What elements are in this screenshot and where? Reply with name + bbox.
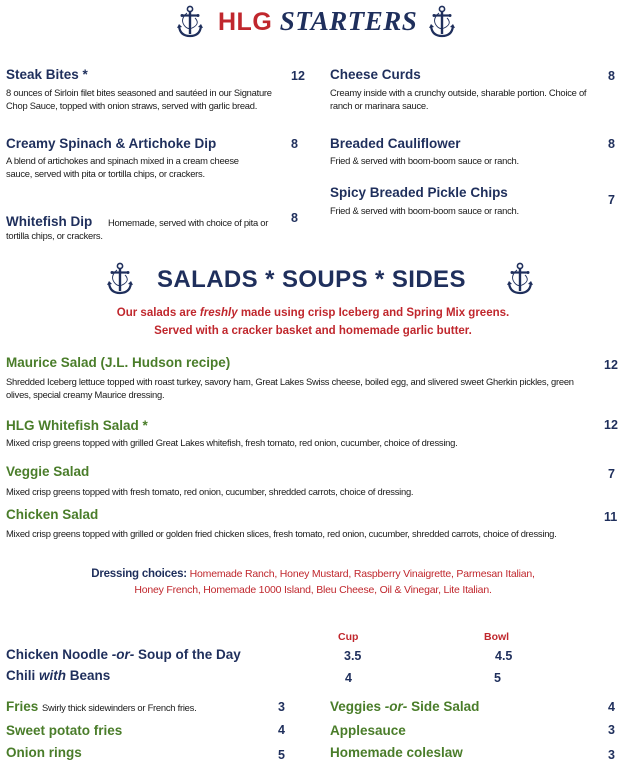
- price-chicken-salad: 11: [604, 510, 618, 524]
- price-maurice-salad: 12: [604, 358, 618, 372]
- soup-1-name-b: Soup of the Day: [138, 647, 241, 662]
- desc-whitefish-dip: Homemade, served with choice of pita or tortilla chips, or crackers.: [6, 217, 269, 242]
- whitefish-dip-name: Whitefish Dip: [6, 214, 93, 229]
- side-onion-rings: Onion rings: [6, 745, 82, 760]
- price-applesauce: 3: [608, 723, 615, 737]
- dressing-line1: [0, 567, 626, 582]
- price-onion-rings: 5: [278, 748, 285, 762]
- salads-intro-line1: [0, 307, 626, 319]
- item-whitefish-salad: HLG Whitefish Salad *: [6, 418, 148, 433]
- item-breaded-cauliflower: Breaded Cauliflower: [330, 136, 461, 151]
- soup-1-or: -or-: [111, 647, 135, 662]
- soup-1-cup-price: 3.5: [344, 649, 362, 663]
- item-spinach-dip: Creamy Spinach & Artichoke Dip: [6, 136, 217, 151]
- price-veggie-salad: 7: [608, 467, 615, 481]
- item-chicken-salad: Chicken Salad: [6, 507, 99, 522]
- soup-2-with: with: [39, 668, 67, 683]
- price-coleslaw: 3: [608, 748, 615, 762]
- desc-pickle-chips: Fried & served with boom-boom sauce or ranch.: [330, 205, 519, 216]
- desc-steak-bites: 8 ounces of Sirloin filet bites seasoned and sautéed in our Signature Chop Sauce, topped with onion straws, served with garlic bread.: [6, 87, 272, 112]
- soup-chili: [6, 668, 110, 683]
- item-maurice-salad: Maurice Salad (J.L. Hudson recipe): [6, 355, 231, 370]
- price-cheese-curds: 8: [608, 69, 615, 83]
- side-veggies-a: Veggies: [330, 699, 382, 714]
- desc-maurice-salad: Shredded Iceberg lettuce topped with roast turkey, savory ham, Great Lakes Swiss cheese, boiled egg, and slivered sweet Gherkin pickles, green olives, special creamy Maurice dressing.: [6, 376, 574, 401]
- price-pickle-chips: 7: [608, 193, 615, 207]
- soup-chicken-noodle: [6, 647, 241, 662]
- side-veggies: [330, 699, 479, 714]
- price-sweet-potato-fries: 4: [278, 723, 285, 737]
- side-coleslaw: Homemade coleslaw: [330, 745, 463, 760]
- soup-2-cup-price: 4: [345, 671, 352, 685]
- price-breaded-cauliflower: 8: [608, 137, 615, 151]
- desc-breaded-cauliflower: Fried & served with boom-boom sauce or ranch.: [330, 155, 519, 166]
- desc-chicken-salad: Mixed crisp greens topped with grilled or golden fried chicken slices, fresh tomato, red onion, cucumber, shredded carrots, choice of dressing.: [6, 528, 557, 539]
- price-spinach-dip: 8: [291, 137, 298, 151]
- side-sweet-potato-fries: Sweet potato fries: [6, 723, 123, 738]
- dressing-list-1: Homemade Ranch, Honey Mustard, Raspberry Vinaigrette, Parmesan Italian,: [189, 568, 535, 580]
- item-pickle-chips: Spicy Breaded Pickle Chips: [330, 185, 508, 200]
- price-steak-bites: 12: [291, 69, 305, 83]
- intro-text-freshly: freshly: [199, 307, 238, 319]
- anchor-icon: [106, 262, 134, 296]
- side-veggies-or: -or-: [384, 699, 408, 714]
- dressing-line2: Honey French, Homemade 1000 Island, Bleu Cheese, Oil & Vinegar, Lite Italian.: [134, 584, 492, 596]
- side-fries-desc: Swirly thick sidewinders or French fries.: [42, 702, 197, 713]
- desc-cheese-curds: Creamy inside with a crunchy outside, sharable portion. Choice of ranch or marinara sauce.: [330, 87, 587, 112]
- dressing-label: Dressing choices:: [91, 568, 187, 580]
- soup-1-bowl-price: 4.5: [495, 649, 513, 663]
- intro-text-a: Our salads are: [116, 307, 197, 319]
- intro-text-c: made using crisp Iceberg and Spring Mix greens.: [240, 307, 510, 319]
- soup-2-name-b: Beans: [69, 668, 111, 683]
- title-prefix: HLG: [218, 8, 273, 36]
- salads-title: SALADS * SOUPS * SIDES: [157, 266, 466, 293]
- desc-spinach-dip: A blend of artichokes and spinach mixed in a cream cheese sauce, served with pita or tortilla chips, or crackers.: [6, 155, 239, 180]
- side-applesauce: Applesauce: [330, 723, 406, 738]
- title-suffix: STARTERS: [279, 6, 418, 36]
- desc-whitefish-salad: Mixed crisp greens topped with grilled Great Lakes whitefish, fresh tomato, red onion, cucumber, choice of dressing.: [6, 437, 458, 448]
- price-fries: 3: [278, 700, 285, 714]
- soup-1-name-a: Chicken Noodle: [6, 647, 109, 662]
- desc-veggie-salad: Mixed crisp greens topped with fresh tomato, red onion, cucumber, shredded carrots, choice of dressing.: [6, 486, 414, 497]
- price-whitefish-dip: 8: [291, 211, 298, 225]
- price-whitefish-salad: 12: [604, 418, 618, 432]
- side-fries: [6, 699, 196, 714]
- item-cheese-curds: Cheese Curds: [330, 67, 421, 82]
- item-veggie-salad: Veggie Salad: [6, 464, 90, 479]
- soup-2-bowl-price: 5: [494, 671, 501, 685]
- cup-header: Cup: [338, 631, 359, 643]
- bowl-header: Bowl: [484, 631, 510, 643]
- starters-title: [218, 6, 417, 37]
- anchor-icon: [428, 5, 456, 39]
- salads-intro-line2: Served with a cracker basket and homemade garlic butter.: [154, 325, 472, 337]
- side-fries-name: Fries: [6, 699, 39, 714]
- price-veggies: 4: [608, 700, 615, 714]
- anchor-icon: [506, 262, 534, 296]
- side-veggies-b: Side Salad: [411, 699, 480, 714]
- soup-2-name-a: Chili: [6, 668, 36, 683]
- anchor-icon: [176, 5, 204, 39]
- item-steak-bites: Steak Bites *: [6, 67, 88, 82]
